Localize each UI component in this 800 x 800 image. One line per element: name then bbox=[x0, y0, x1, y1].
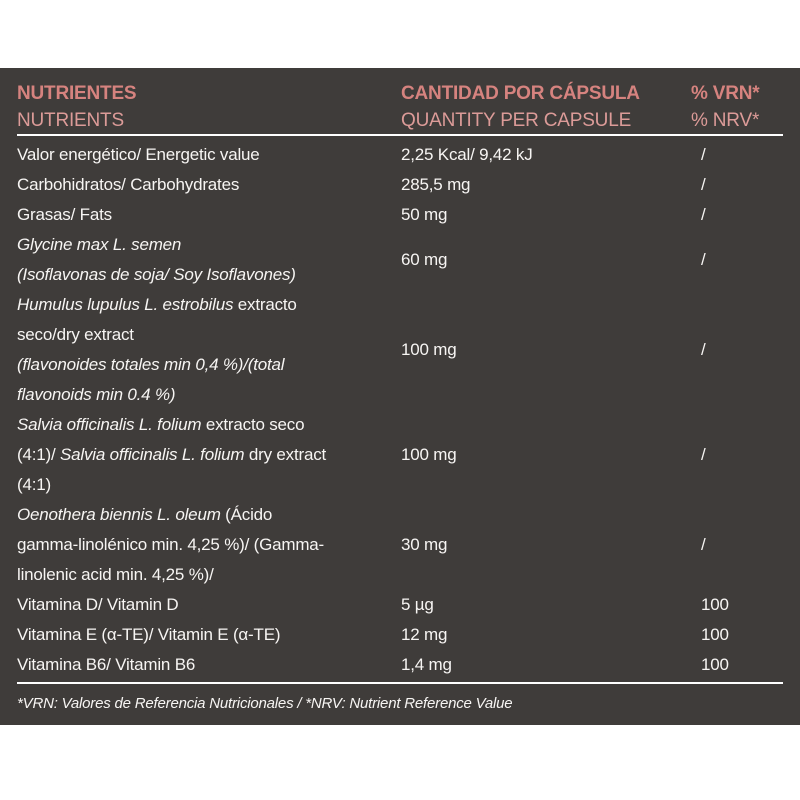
nutrient-nrv: 100 bbox=[701, 595, 729, 614]
header-quantity-column bbox=[401, 80, 691, 134]
nutrient-quantity: 5 µg bbox=[401, 595, 434, 614]
nutrition-facts-panel bbox=[0, 68, 800, 725]
nutrient-quantity: 285,5 mg bbox=[401, 175, 471, 194]
nutrient-name: Valor energético/ Energetic value bbox=[17, 145, 260, 164]
table-row bbox=[17, 410, 783, 500]
table-row bbox=[17, 500, 783, 590]
nutrient-nrv: 100 bbox=[701, 655, 729, 674]
header-quantity-en: QUANTITY PER CAPSULE bbox=[401, 110, 632, 131]
nutrient-quantity: 100 mg bbox=[401, 445, 457, 464]
nutrient-name: Grasas/ Fats bbox=[17, 205, 112, 224]
nutrient-nrv: / bbox=[701, 250, 706, 269]
nutrient-name: Glycine max L. semen (Isoflavonas de soja/ Soy Isoflavones) bbox=[17, 235, 296, 284]
header-quantity-es: CANTIDAD POR CÁPSULA bbox=[401, 83, 640, 104]
nutrient-quantity: 1,4 mg bbox=[401, 655, 452, 674]
nutrient-name: Vitamina B6/ Vitamin B6 bbox=[17, 655, 196, 674]
table-header bbox=[0, 68, 800, 134]
nutrient-name: Vitamina E (α-TE)/ Vitamin E (α-TE) bbox=[17, 625, 281, 644]
nutrient-nrv: / bbox=[701, 205, 706, 224]
nutrient-quantity: 30 mg bbox=[401, 535, 448, 554]
nutrient-quantity: 60 mg bbox=[401, 250, 448, 269]
table-row bbox=[17, 170, 783, 200]
header-nutrients-en: NUTRIENTS bbox=[17, 110, 124, 131]
nutrient-quantity: 50 mg bbox=[401, 205, 448, 224]
header-nrv-column bbox=[691, 80, 783, 134]
nutrient-nrv: / bbox=[701, 535, 706, 554]
nutrient-name: Oenothera biennis L. oleum (Ácido gamma-linolénico min. 4,25 %)/ (Gamma- linolenic acid min. 4,25 %)/ bbox=[17, 505, 324, 584]
nutrient-quantity: 100 mg bbox=[401, 340, 457, 359]
nutrient-nrv: / bbox=[701, 445, 706, 464]
nutrient-name: Vitamina D/ Vitamin D bbox=[17, 595, 179, 614]
header-nutrients-es: NUTRIENTES bbox=[17, 83, 137, 104]
nutrient-name: Carbohidratos/ Carbohydrates bbox=[17, 175, 240, 194]
nutrient-quantity: 12 mg bbox=[401, 625, 448, 644]
nutrient-quantity: 2,25 Kcal/ 9,42 kJ bbox=[401, 145, 533, 164]
table-row bbox=[17, 590, 783, 620]
header-nrv-es: % VRN* bbox=[691, 83, 760, 104]
table-row bbox=[17, 650, 783, 680]
nutrient-nrv: / bbox=[701, 145, 706, 164]
table-rows bbox=[0, 136, 800, 680]
header-nutrients-column bbox=[17, 80, 401, 134]
table-row bbox=[17, 200, 783, 230]
table-row bbox=[17, 620, 783, 650]
nutrient-name: Salvia officinalis L. folium extracto seco (4:1)/ Salvia officinalis L. folium dry extract (4:1) bbox=[17, 415, 327, 494]
table-row bbox=[17, 140, 783, 170]
header-nrv-en: % NRV* bbox=[691, 110, 760, 131]
table-row bbox=[17, 290, 783, 410]
footnote: *VRN: Valores de Referencia Nutricionales / *NRV: Nutrient Reference Value bbox=[17, 695, 513, 712]
table-row bbox=[17, 230, 783, 290]
nutrient-nrv: / bbox=[701, 340, 706, 359]
nutrient-nrv: 100 bbox=[701, 625, 729, 644]
nutrient-nrv: / bbox=[701, 175, 706, 194]
nutrient-name: Humulus lupulus L. estrobilus extracto seco/dry extract (flavonoides totales min 0,4 %)/(total flavonoids min 0.4 %) bbox=[17, 295, 297, 404]
